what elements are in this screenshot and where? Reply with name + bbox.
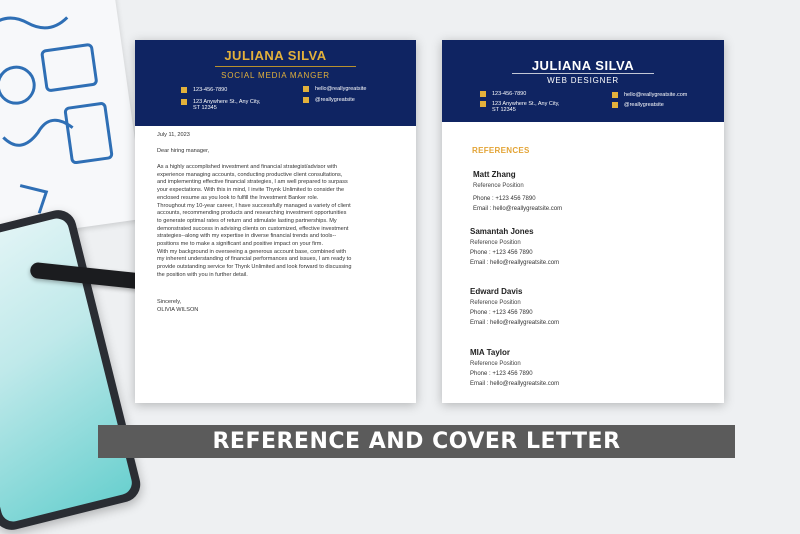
reference-position: Reference Position bbox=[470, 300, 521, 306]
references-phone: 123-456-7890 bbox=[492, 91, 527, 97]
references-social: @reallygreatsite bbox=[624, 102, 664, 108]
reference-item bbox=[470, 227, 559, 266]
cover-social: @reallygreatsite bbox=[315, 97, 355, 103]
phone-icon bbox=[480, 91, 486, 97]
references-role: WEB DESIGNER bbox=[547, 76, 619, 85]
cover-date: July 11, 2023 bbox=[157, 132, 190, 138]
reference-phone: Phone : +123 456 7890 bbox=[470, 250, 533, 256]
references-address-line2: ST 12345 bbox=[492, 107, 516, 113]
email-icon bbox=[612, 92, 618, 98]
reference-phone: Phone : +123 456 7890 bbox=[473, 196, 536, 202]
reference-email: Email : hello@reallygreatsite.com bbox=[473, 206, 563, 212]
references-name: JULIANA SILVA bbox=[531, 58, 635, 73]
reference-name: MIA Taylor bbox=[470, 348, 511, 357]
cover-body-line: my inherent understanding of financial performances and issues, I am ready to bbox=[157, 256, 352, 263]
cover-signature: OLIVIA WILSON bbox=[157, 307, 199, 313]
reference-phone: Phone : +123 456 7890 bbox=[470, 371, 533, 377]
reference-name: Edward Davis bbox=[470, 287, 523, 296]
cover-email: hello@reallygreatsite bbox=[315, 86, 367, 92]
cover-address-line1: 123 Anywhere St., Any City, bbox=[193, 99, 261, 105]
references-divider bbox=[512, 73, 654, 74]
cover-social-row bbox=[303, 97, 355, 103]
cover-body-line: accounts, recommending products and researching investment opportunities bbox=[157, 210, 347, 217]
cover-body-line: your expectations. With this in mind, I invite Thynk Unlimited to consider the bbox=[157, 187, 345, 194]
sketch-doodles bbox=[0, 0, 146, 239]
cover-phone-row bbox=[181, 87, 227, 93]
reference-email: Email : hello@reallygreatsite.com bbox=[470, 260, 560, 266]
references-email: hello@reallygreatsite.com bbox=[624, 92, 688, 98]
cover-body-line: As a highly accomplished investment and financial strategist/advisor with bbox=[157, 164, 338, 170]
references-page bbox=[442, 40, 724, 403]
cover-phone: 123-456-7890 bbox=[193, 87, 228, 93]
references-section-title: REFERENCES bbox=[472, 146, 530, 155]
reference-position: Reference Position bbox=[470, 361, 521, 367]
reference-email: Email : hello@reallygreatsite.com bbox=[470, 320, 560, 326]
cover-body-line: With my background in overseeing a generous account base, combined with bbox=[157, 248, 347, 255]
cover-name: JULIANA SILVA bbox=[224, 48, 327, 63]
cover-divider bbox=[215, 66, 356, 67]
cover-body-line: strategies--along with my expertise in diverse financial trends and tools-- bbox=[157, 233, 337, 240]
social-icon bbox=[612, 102, 618, 108]
reference-phone: Phone : +123 456 7890 bbox=[470, 310, 533, 316]
cover-role: SOCIAL MEDIA MANGER bbox=[221, 71, 330, 80]
cover-greeting: Dear hiring manager, bbox=[157, 148, 210, 154]
reference-position: Reference Position bbox=[470, 240, 521, 246]
cover-letter-page bbox=[135, 40, 416, 403]
title-banner: REFERENCE AND COVER LETTER bbox=[98, 425, 735, 458]
cover-header bbox=[135, 40, 416, 126]
location-icon bbox=[480, 101, 486, 107]
location-icon bbox=[181, 99, 187, 105]
reference-position: Reference Position bbox=[473, 183, 524, 189]
reference-item bbox=[473, 170, 562, 212]
cover-body-line: enclosed resume as you look to fulfill the Investment Banker role. bbox=[157, 194, 319, 201]
sketch-notebook-image bbox=[0, 0, 146, 239]
cover-address-line2: ST 12345 bbox=[193, 105, 217, 111]
references-social-row bbox=[612, 102, 664, 108]
cover-body-line: experience managing accounts, conducting productive client consultations, bbox=[157, 171, 343, 178]
cover-body bbox=[157, 164, 394, 280]
cover-closing: Sincerely, bbox=[157, 299, 182, 305]
references-email-row bbox=[612, 92, 687, 98]
reference-name: Matt Zhang bbox=[473, 170, 516, 179]
cover-body-line: to generate optimal rates of return and stimulate lasting partnerships. My bbox=[157, 217, 337, 224]
cover-email-row bbox=[303, 86, 366, 92]
references-header bbox=[442, 40, 724, 122]
references-phone-row bbox=[480, 91, 526, 97]
cover-body-line: Throughout my 10-year career, I have successfully managed a variety of client bbox=[157, 202, 351, 209]
cover-body-line: positions me to make a significant and positive impact on your firm. bbox=[157, 241, 324, 248]
social-icon bbox=[303, 97, 309, 103]
references-address-row bbox=[480, 101, 559, 113]
cover-body-line: and implementing effective financial strategies, I am well prepared to surpass bbox=[157, 179, 348, 186]
reference-email: Email : hello@reallygreatsite.com bbox=[470, 381, 560, 387]
reference-name: Samantah Jones bbox=[470, 227, 534, 236]
cover-body-line: the position with you in further detail. bbox=[157, 271, 248, 278]
phone-image bbox=[0, 206, 144, 533]
email-icon bbox=[303, 86, 309, 92]
cover-body-line: provide outstanding service for Thynk Unlimited and look forward to discussing bbox=[157, 264, 352, 271]
reference-item bbox=[470, 287, 559, 326]
cover-body-line: demonstrated success in advising clients on customized, effective investment bbox=[157, 225, 349, 232]
references-address-line1: 123 Anywhere St., Any City, bbox=[492, 101, 560, 107]
cover-address-row bbox=[181, 99, 260, 111]
phone-icon bbox=[181, 87, 187, 93]
reference-item bbox=[470, 348, 559, 387]
